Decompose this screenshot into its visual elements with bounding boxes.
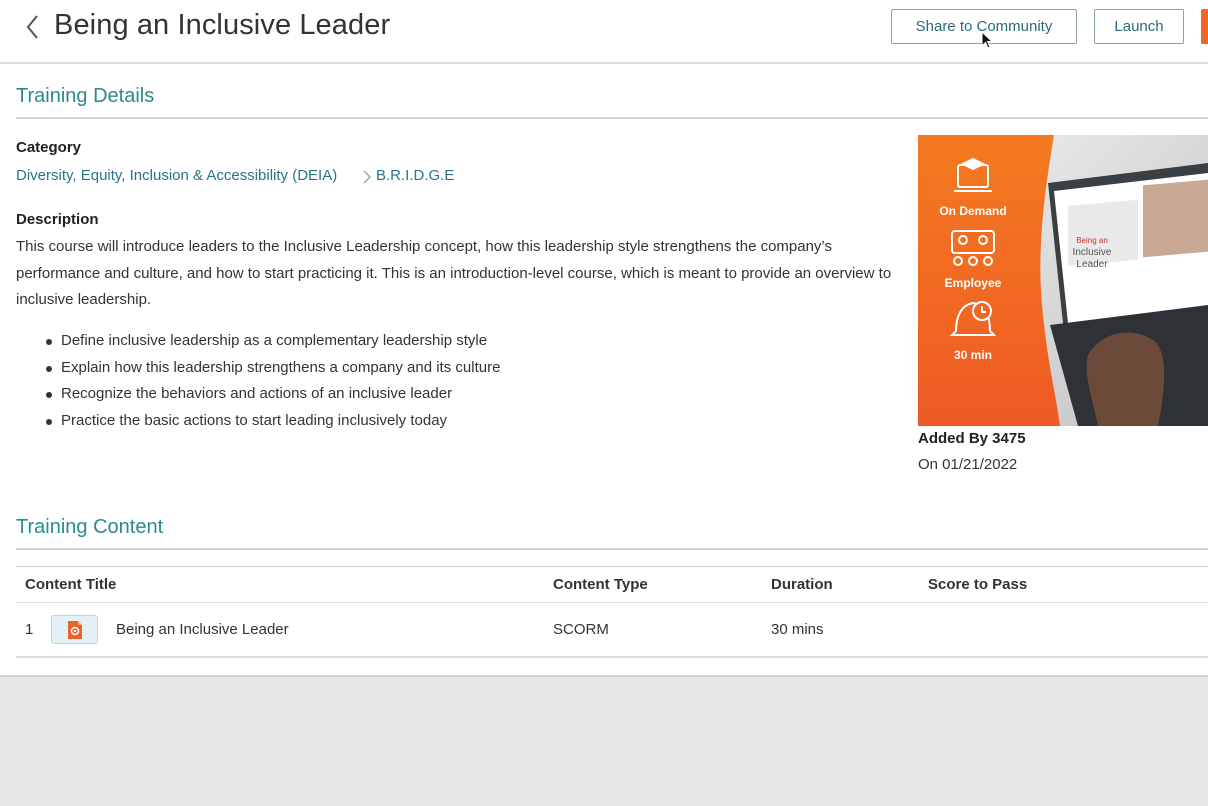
thumb-feature-label: 30 min	[953, 348, 993, 362]
description-text: This course will introduce leaders to the Inclusive Leadership concept, how this leadership style strengthens the company’s performance and culture, and how to start practicing it. This is an introduction-level course, which is meant to provide an overview to inclusive leadership.	[16, 238, 892, 308]
row-index: 1	[25, 621, 34, 638]
primary-action-button[interactable]	[1201, 9, 1208, 44]
page-title: Being an Inclusive Leader	[54, 9, 391, 41]
thumb-feature-label: Employee	[944, 276, 1002, 290]
training-details-heading: Training Details	[16, 85, 155, 107]
share-to-community-button[interactable]: Share to Community	[891, 9, 1077, 44]
section-divider	[16, 548, 1208, 550]
thumb-screen-text: Inclusive	[1072, 247, 1112, 258]
table-border	[16, 566, 1208, 567]
category-label: Category	[16, 139, 82, 156]
list-item: Explain how this leadership strengthens a company and its culture	[46, 355, 500, 382]
page-header	[0, 0, 1208, 64]
table-border	[16, 656, 1208, 658]
training-content-heading: Training Content	[16, 516, 164, 538]
back-chevron-icon[interactable]	[22, 12, 44, 42]
section-divider	[16, 117, 1208, 119]
chevron-right-icon	[362, 170, 372, 184]
content-title[interactable]: Being an Inclusive Leader	[116, 621, 289, 638]
column-header-type: Content Type	[553, 576, 648, 593]
column-header-title: Content Title	[25, 576, 117, 593]
list-item: Recognize the behaviors and actions of an inclusive leader	[46, 381, 500, 408]
thumb-screen-text: Being an	[1076, 236, 1108, 245]
category-link-bridge[interactable]: B.R.I.D.G.E	[376, 167, 455, 184]
scorm-package-icon	[51, 615, 98, 644]
column-header-duration: Duration	[771, 576, 833, 593]
course-thumbnail	[918, 135, 1208, 426]
column-header-score: Score to Pass	[928, 576, 1028, 593]
content-duration: 30 mins	[771, 621, 824, 638]
thumb-screen-text: Leader	[1076, 259, 1108, 270]
category-link-deia[interactable]: Diversity, Equity, Inclusion & Accessibility (DEIA)	[16, 167, 338, 184]
table-border	[16, 602, 1208, 603]
added-by: Added By 3475	[918, 430, 1026, 447]
list-item: Define inclusive leadership as a complementary leadership style	[46, 328, 500, 355]
description-label: Description	[16, 211, 99, 228]
added-on-date: On 01/21/2022	[918, 456, 1018, 473]
content-type: SCORM	[553, 621, 609, 638]
objectives-list	[46, 328, 500, 434]
thumb-feature-label: On Demand	[939, 204, 1007, 218]
list-item: Practice the basic actions to start leading inclusively today	[46, 408, 500, 435]
mouse-cursor-icon	[980, 31, 994, 51]
launch-button[interactable]: Launch	[1094, 9, 1184, 44]
page-bottom-edge	[0, 675, 1208, 677]
